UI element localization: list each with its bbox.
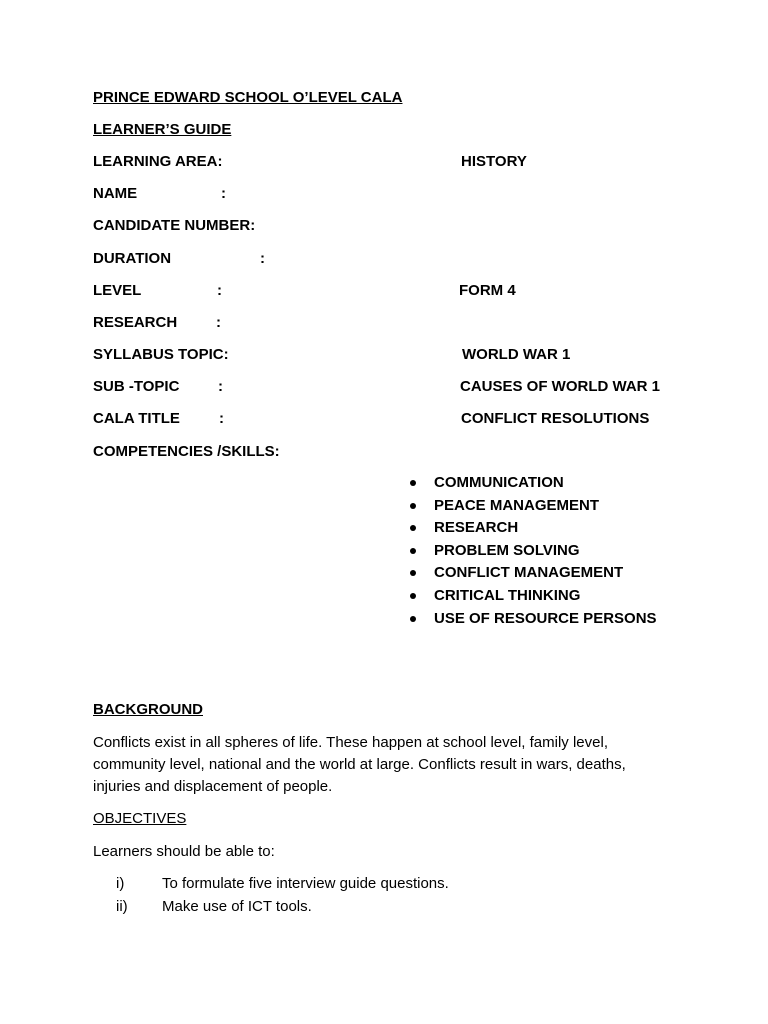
name-colon: : (221, 185, 226, 202)
sub-topic-colon: : (218, 378, 223, 395)
learning-area-value: HISTORY (461, 153, 527, 170)
objective-number: ii) (116, 897, 128, 915)
objectives-heading: OBJECTIVES (93, 810, 187, 827)
learning-area-label: LEARNING AREA: (93, 153, 223, 170)
candidate-number-label: CANDIDATE NUMBER: (93, 217, 256, 234)
duration-colon: : (260, 250, 265, 267)
research-colon: : (216, 314, 221, 331)
bullet-icon (410, 616, 416, 622)
cala-title-label: CALA TITLE (93, 410, 180, 427)
bullet-icon (410, 593, 416, 599)
objective-text: Make use of ICT tools. (162, 897, 312, 915)
school-title: PRINCE EDWARD SCHOOL O’LEVEL CALA (93, 89, 403, 106)
objectives-intro: Learners should be able to: (93, 843, 275, 860)
guide-title: LEARNER’S GUIDE (93, 121, 232, 138)
bullet-icon (410, 503, 416, 509)
bullet-icon (410, 525, 416, 531)
syllabus-topic-label: SYLLABUS TOPIC: (93, 346, 229, 363)
objective-number: i) (116, 875, 125, 892)
level-label: LEVEL (93, 282, 142, 299)
bullet-icon (410, 480, 416, 486)
document-page: PRINCE EDWARD SCHOOL O’LEVEL CALA LEARNER’S GUIDE LEARNING AREA: HISTORY NAME : CANDIDATE NUMBER: DURATION : LEVEL : FORM 4 RESEARCH : SYLLABUS TOPIC: WORLD WAR 1 SUB -TOPIC : CAUSES OF WORLD WAR 1 CALA TITLE : CONFLICT RESOLUTIONS COMPETENCIES /SKILLS: COMMUNICATION PEACE MANAGEMENT RESEARCH PROBLEM SOLVING CONFLICT MANAGEMENT CRITICAL THINKING USE OF RESOURCE PERSONS BACKGROUND Conflicts exist in all spheres of life. These happen at school level, family level, community level, national and the world at large. Conflicts result in wars, deaths, injuries and displacement of people. OBJECTIVES Learners should be able to: i) To formulate five interview guide questions. ii) Make use of ICT tools. (0, 0, 768, 1024)
sub-topic-value: CAUSES OF WORLD WAR 1 (460, 378, 661, 395)
background-heading: BACKGROUND (93, 701, 203, 718)
background-text: Conflicts exist in all spheres of life. These happen at school level, family level, community level, national and the world at large. Conflicts result in wars, deaths, injuries and displacement of people. (93, 734, 626, 795)
syllabus-topic-value: WORLD WAR 1 (462, 346, 571, 363)
bullet-icon (410, 548, 416, 554)
cala-title-colon: : (219, 410, 224, 427)
duration-label: DURATION (93, 250, 172, 267)
research-label: RESEARCH (93, 314, 178, 331)
sub-topic-label: SUB -TOPIC (93, 378, 180, 395)
level-value: FORM 4 (459, 282, 516, 299)
objective-text: To formulate five interview guide questions. (162, 875, 449, 892)
name-label: NAME (93, 185, 138, 202)
level-colon: : (217, 282, 222, 299)
cala-title-value: CONFLICT RESOLUTIONS (461, 410, 650, 427)
bullet-icon (410, 570, 416, 576)
competencies-label: COMPETENCIES /SKILLS: (93, 443, 280, 460)
